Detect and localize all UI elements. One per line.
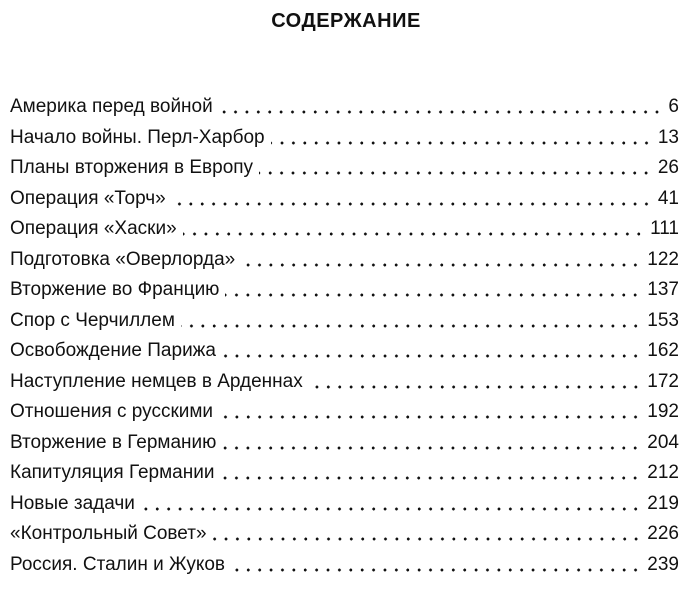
dot-leader — [259, 171, 652, 175]
toc-entry-title: Операция «Хаски» — [10, 218, 177, 239]
toc-entry — [10, 428, 679, 459]
toc-entry-title: Спор с Черчиллем — [10, 309, 175, 331]
toc-entry-page: 212 — [647, 462, 679, 483]
toc-entry-title: Вторжение в Германию — [10, 431, 217, 453]
dot-leader — [309, 385, 642, 389]
dot-leader — [219, 110, 663, 114]
toc-entry-title: Отношения с русскими — [10, 401, 214, 422]
toc-entry-title: Начало войны. Перл-Харбор — [10, 126, 265, 148]
toc-entry — [10, 519, 679, 550]
toc-entry — [10, 214, 679, 245]
dot-leader — [241, 263, 641, 267]
dot-leader — [172, 202, 652, 206]
toc-entry-page: 13 — [657, 126, 679, 148]
toc-entry — [10, 306, 679, 337]
toc-entry-title: Подготовка «Оверлорда» — [10, 248, 236, 270]
toc-entry-page: 226 — [647, 523, 679, 544]
toc-entry-title: Россия. Сталин и Жуков — [10, 553, 226, 575]
toc-entry — [10, 458, 679, 489]
toc-entry-page: 122 — [647, 248, 679, 270]
toc-entry-page: 239 — [647, 553, 679, 575]
toc-entry-page: 204 — [647, 431, 679, 453]
toc-entry-title: Новые задачи — [10, 492, 135, 514]
toc-entry — [10, 275, 679, 306]
toc-entry — [10, 92, 679, 123]
dot-leader — [219, 415, 641, 419]
dot-leader — [181, 324, 641, 328]
toc-entry — [10, 397, 679, 428]
toc-entry-page: 219 — [647, 492, 679, 514]
toc-entry — [10, 184, 679, 215]
dot-leader — [141, 507, 641, 511]
toc-entry-title: Планы вторжения в Европу — [10, 157, 254, 178]
toc-entry-page: 172 — [647, 370, 679, 392]
toc-entry-title: «Контрольный Совет» — [10, 523, 207, 544]
dot-leader — [222, 446, 641, 450]
dot-leader — [225, 293, 641, 297]
toc-entry — [10, 153, 679, 184]
toc-entry-page: 192 — [647, 401, 679, 422]
toc-entry-page: 26 — [657, 157, 679, 178]
dot-leader — [231, 568, 641, 572]
dot-leader — [271, 141, 652, 145]
page-title: СОДЕРЖАНИЕ — [271, 10, 421, 32]
table-of-contents — [10, 92, 679, 580]
toc-entry — [10, 550, 679, 581]
toc-entry — [10, 336, 679, 367]
toc-entry — [10, 123, 679, 154]
toc-entry-page: 41 — [657, 187, 679, 209]
dot-leader — [220, 476, 641, 480]
toc-entry — [10, 245, 679, 276]
toc-entry-page: 6 — [668, 96, 679, 117]
dot-leader — [213, 537, 642, 541]
toc-entry — [10, 489, 679, 520]
toc-entry-page: 111 — [650, 218, 679, 239]
toc-entry-title: Вторжение во Францию — [10, 279, 220, 300]
toc-entry-page: 153 — [647, 309, 679, 331]
toc-entry-page: 137 — [647, 279, 679, 300]
toc-entry-page: 162 — [647, 340, 679, 361]
toc-entry-title: Наступление немцев в Арденнах — [10, 370, 303, 392]
toc-entry-title: Америка перед войной — [10, 96, 213, 117]
toc-entry — [10, 367, 679, 398]
toc-entry-title: Операция «Торч» — [10, 187, 166, 209]
toc-entry-title: Капитуляция Германии — [10, 462, 215, 483]
dot-leader — [222, 354, 641, 358]
toc-entry-title: Освобождение Парижа — [10, 340, 216, 361]
dot-leader — [183, 232, 644, 236]
